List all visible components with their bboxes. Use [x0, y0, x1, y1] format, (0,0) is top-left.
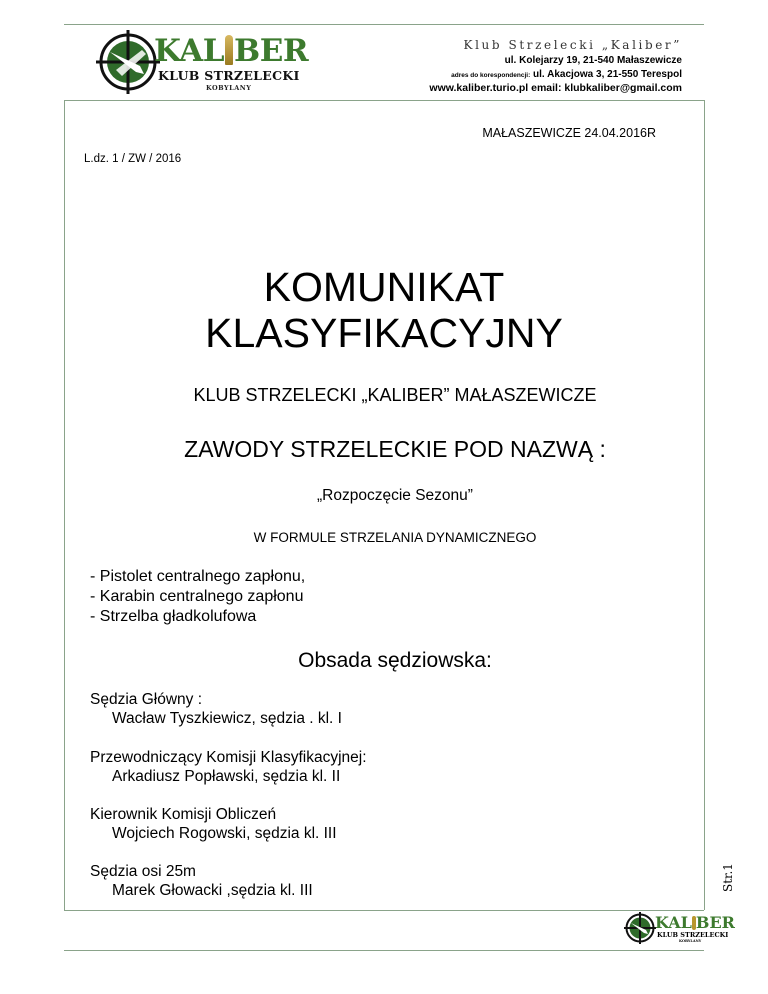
club-name: Klub Strzelecki „Kaliber” [463, 38, 682, 52]
logo-wordmark [154, 34, 308, 68]
footer-logo-subtitle: KLUB STRZELECKI [657, 931, 729, 939]
contact-line: www.kaliber.turio.pl email: klubkaliber@gmail.com [429, 82, 682, 94]
staff-person: Marek Głowacki ,sędzia kl. III [112, 882, 313, 899]
footer-bottom-rule [64, 950, 704, 951]
event-name: „Rozpoczęcie Sezonu” [317, 487, 473, 504]
correspondence-address [451, 69, 682, 80]
target-crosshair-icon [624, 912, 656, 944]
footer-logo-word-right: BER [695, 913, 735, 932]
document-date: MAŁASZEWICZE 24.04.2016R [482, 126, 656, 140]
club-logo [96, 30, 309, 100]
discipline-item: - Strzelba gładkolufowa [90, 608, 257, 625]
footer-logo-city: KOBYLANY [679, 939, 702, 943]
discipline-item: - Pistolet centralnego zapłonu, [90, 568, 306, 585]
organizer-line: KLUB STRZELECKI „KALIBER” MAŁASZEWICZE [193, 385, 597, 405]
logo-word-right: BER [234, 33, 309, 69]
correspondence-value: ul. Akacjowa 3, 21-550 Terespol [533, 69, 682, 80]
staff-role: Przewodniczący Komisji Klasyfikacyjnej: [90, 749, 367, 766]
bullet-icon [225, 35, 233, 65]
footer-logo-word-left: KAL [655, 913, 692, 932]
left-margin-rule [64, 100, 65, 910]
footer-top-rule [64, 910, 704, 911]
footer-logo-wordmark [655, 913, 735, 932]
staff-person: Wacław Tyszkiewicz, sędzia . kl. I [112, 710, 342, 727]
title-line-2: KLASYFIKACYJNY [205, 310, 563, 356]
logo-word-left: KAL [154, 33, 225, 69]
staff-heading: Obsada sędziowska: [298, 649, 492, 672]
staff-person: Wojciech Rogowski, sędzia kl. III [112, 825, 337, 842]
competition-heading: ZAWODY STRZELECKIE POD NAZWĄ : [184, 436, 606, 462]
target-crosshair-icon [96, 30, 160, 94]
staff-role: Sędzia Główny : [90, 691, 202, 708]
header-top-rule [64, 24, 704, 25]
discipline-item: - Karabin centralnego zapłonu [90, 588, 304, 605]
logo-city: KOBYLANY [206, 84, 252, 92]
staff-role: Sędzia osi 25m [90, 863, 196, 880]
reference-number: L.dz. 1 / ZW / 2016 [84, 153, 182, 165]
correspondence-label: adres do korespondencji: [451, 72, 531, 79]
footer-logo [624, 912, 734, 948]
staff-person: Arkadiusz Popławski, sędzia kl. II [112, 768, 341, 785]
right-margin-rule [704, 100, 705, 910]
logo-subtitle: KLUB STRZELECKI [158, 68, 300, 83]
address-line: ul. Kolejarzy 19, 21-540 Małaszewicze [504, 55, 682, 66]
header-bottom-rule [64, 100, 704, 101]
staff-role: Kierownik Komisji Obliczeń [90, 806, 277, 823]
page-number: Str.1 [721, 863, 735, 892]
formula-line: W FORMULE STRZELANIA DYNAMICZNEGO [253, 530, 537, 545]
title-line-1: KOMUNIKAT [263, 264, 505, 310]
